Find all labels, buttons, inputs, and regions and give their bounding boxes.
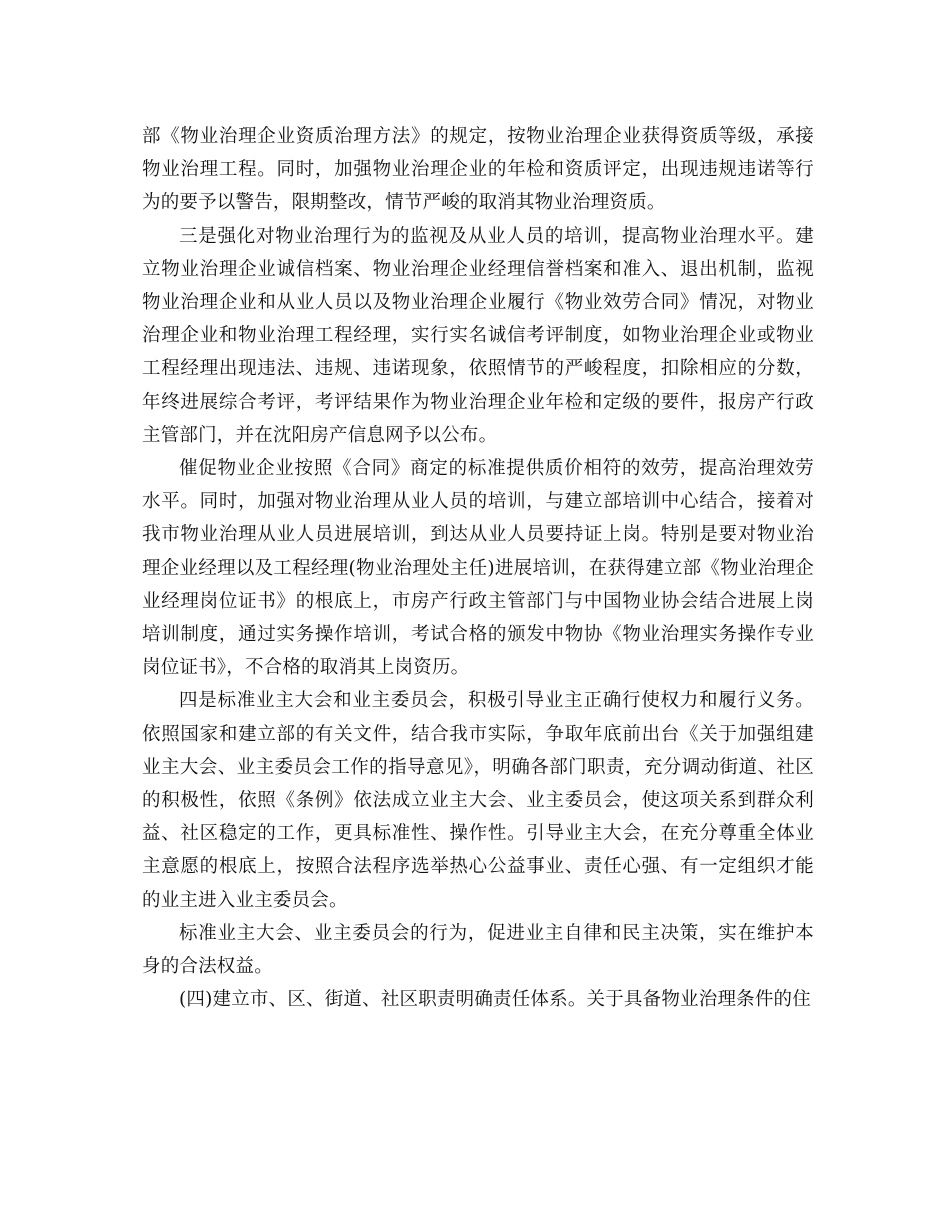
paragraph-6: (四)建立市、区、街道、社区职责明确责任体系。关于具备物业治理条件的住 [179, 989, 811, 1011]
paragraph-4: 四是标准业主大会和业主委员会，积极引导业主正确行使权力和履行义务。依照国家和建立部的有关文件，结合我市实际，争取年底前出台《关于加强组建业主大会、业主委员会工作的指导意见》，明确各部门职责，充分调动街道、社区的积极性，依照《条例》依法成立业主大会、业主委员会，使这项关系到群众利益、社区稳定的工作，更具标准性、操作性。引导业主大会，在充分尊重全体业主意愿的根底上，按照合法程序选举热心公益事业、责任心强、有一定组织才能的业主进入业主委员会。 [142, 690, 814, 911]
paragraph-3: 催促物业企业按照《合同》商定的标准提供质价相符的效劳，提高治理效劳水平。同时，加强对物业治理从业人员的培训，与建立部培训中心结合，接着对我市物业治理从业人员进展培训，到达从业人员要持证上岗。特别是要对物业治理企业经理以及工程经理(物业治理处主任)进展培训，在获得建立部《物业治理企业经理岗位证书》的根底上，市房产行政主管部门与中国物业协会结合进展上岗培训制度，通过实务操作培训，考试合格的颁发中物协《物业治理实务操作专业岗位证书》，不合格的取消其上岗资历。 [142, 458, 814, 679]
paragraph-5: 标准业主大会、业主委员会的行为，促进业主自律和民主决策，实在维护本身的合法权益。 [142, 922, 814, 978]
paragraph-2: 三是强化对物业治理行为的监视及从业人员的培训，提高物业治理水平。建立物业治理企业诚信档案、物业治理企业经理信誉档案和准入、退出机制，监视物业治理企业和从业人员以及物业治理企业履行《物业效劳合同》情况，对物业治理企业和物业治理工程经理，实行实名诚信考评制度，如物业治理企业或物业工程经理出现违法、违规、违诺现象，依照情节的严峻程度，扣除相应的分数，年终进展综合考评，考评结果作为物业治理企业年检和定级的要件，报房产行政主管部门，并在沈阳房产信息网予以公布。 [142, 225, 814, 446]
paragraph-1: 部《物业治理企业资质治理方法》的规定，按物业治理企业获得资质等级，承接物业治理工程。同时，加强物业治理企业的年检和资质评定，出现违规违诺等行为的要予以警告，限期整改，情节严峻的取消其物业治理资质。 [142, 126, 814, 214]
document-body [142, 120, 814, 1016]
